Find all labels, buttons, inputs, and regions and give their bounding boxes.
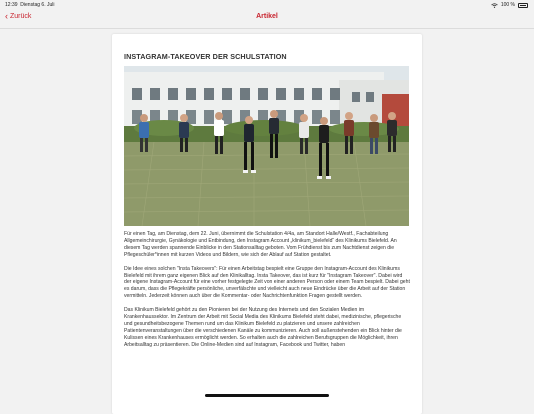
wifi-icon	[491, 3, 498, 8]
status-date: Dienstag 6. Juli	[20, 2, 55, 8]
status-clock: 12:39	[5, 2, 18, 8]
article-card	[112, 34, 422, 414]
article-headline: INSTAGRAM-TAKEOVER DER SCHULSTATION	[124, 52, 287, 61]
article-paragraph: Das Klinikum Bielefeld gehört zu den Pionieren bei der Nutzung des Internets und den Sozialen Medien im Krankenhaussektor. Im Zentrum der Arbeit mit Social Media des Klinikums Bielefeld steht dabei, medizinische, pflegerische und gesundheitsbezogene Themen rund um das Klinikum Bielefeld zu platzieren und unsere zahlreichen Patientenveranstaltungen über die verschiedenen Kanäle zu kommunizieren. Auch soll außenstehenden ein Blick hinter die Kulissen eines Krankenhauses ermöglicht werden. So erhalten auch die zahlreichen Berufsgruppen die Möglichkeit, ihren Arbeitsalltag zu präsentieren. Die Online-Medien sind auf Instagram, Facebook und Twitter, haben	[124, 307, 402, 348]
status-right	[491, 2, 528, 8]
chevron-left-icon: ‹	[5, 11, 8, 21]
home-indicator[interactable]	[205, 394, 329, 397]
article-photo[interactable]	[124, 66, 409, 226]
battery-percent: 100 %	[500, 2, 515, 8]
article-body	[124, 231, 410, 356]
nav-divider	[0, 28, 534, 29]
status-time	[5, 2, 54, 8]
back-label: Zurück	[10, 13, 32, 20]
status-bar	[0, 0, 534, 10]
battery-icon	[518, 3, 528, 8]
article-paragraph: Die Idee eines solchen "Insta Takeovers": Für einen Arbeitstag bespielt eine Gruppe den Instagram-Account des Klinikums Bielefeld mit ihrem ganz eigenen Blick auf den Klinikalltag. Insta Takeover, das ist kurz für "Instagram Takeover". Dabei wird der eigene Instagram-Account für eine vorher festgelegte Zeit von einer anderen Person oder einem Team bespielt. Dabei geht es darum, dass die Pflegekräfte persönliche, unverfälschte und vielleicht auch neue Eindrücke über die Arbeit auf der Station vermitteln. Jederzeit können auch über die Kommentar- oder Nachrichtenfunktion Fragen gestellt werden.	[124, 265, 410, 300]
article-paragraph: Für einen Tag, am Dienstag, dem 22. Juni, übernimmt die Schulstation 4/4a, am Standort Halle/Westf., Fachabteilung Allgemeinchirurgie, Gynäkologie und Entbindung, den Instagram Account „klinikum_bielefeld“ des Klinikums Bielefeld. An diesem Tag werden spannende Einblicke in den Stationsalltag geboten. Vom Frühdienst bis zum Nachtdienst zeigen die Pflegeschüler*innen mit kurzen Videos und Bildern, wie sich der Ablauf auf Station gestaltet.	[124, 231, 397, 258]
nav-title: Artikel	[256, 13, 278, 20]
nav-bar	[0, 10, 534, 28]
